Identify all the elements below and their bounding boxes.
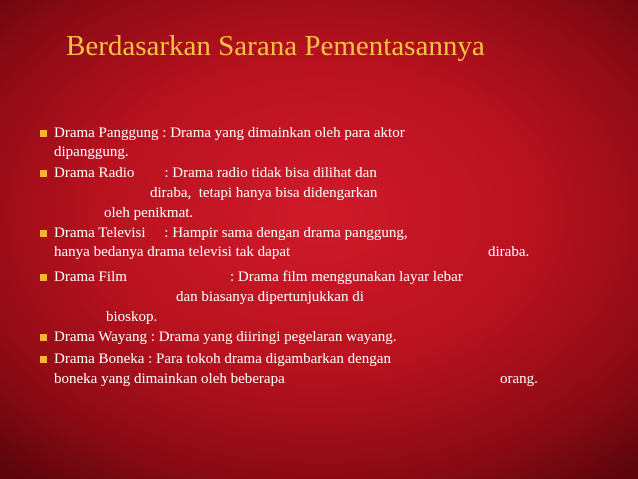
- item-drama-film-line-3: dan biasanya dipertunjukkan di: [176, 289, 364, 305]
- item-drama-televisi-line-1: Drama Televisi : Hampir sama dengan drama panggung,: [54, 225, 408, 241]
- slide-title: Berdasarkan Sarana Pementasannya: [66, 30, 485, 62]
- item-drama-boneka-line-3: orang.: [500, 371, 538, 387]
- item-drama-radio-line-2: diraba, tetapi hanya bisa didengarkan: [150, 185, 378, 201]
- item-drama-boneka-line-2: boneka yang dimainkan oleh beberapa: [54, 371, 285, 387]
- item-drama-radio-line-3: oleh penikmat.: [104, 205, 194, 221]
- square-bullet-icon: [40, 230, 47, 237]
- item-drama-panggung-line-2: dipanggung.: [54, 144, 129, 160]
- item-drama-wayang-line-1: Drama Wayang : Drama yang diiringi pegelaran wayang.: [54, 329, 397, 345]
- square-bullet-icon: [40, 334, 47, 341]
- item-drama-boneka-line-1: Drama Boneka : Para tokoh drama digambarkan dengan: [54, 351, 391, 367]
- item-drama-televisi-line-3: diraba.: [488, 244, 530, 260]
- square-bullet-icon: [40, 356, 47, 363]
- item-drama-film-line-1: Drama Film: [54, 269, 127, 285]
- item-drama-televisi-line-2: hanya bedanya drama televisi tak dapat: [54, 244, 291, 260]
- square-bullet-icon: [40, 170, 47, 177]
- item-drama-film-line-4: bioskop.: [106, 309, 158, 325]
- item-drama-panggung-line-1: Drama Panggung : Drama yang dimainkan oleh para aktor: [54, 125, 405, 141]
- item-drama-film-line-2: : Drama film menggunakan layar lebar: [230, 269, 463, 285]
- square-bullet-icon: [40, 274, 47, 281]
- square-bullet-icon: [40, 130, 47, 137]
- item-drama-radio-line-1: Drama Radio : Drama radio tidak bisa dilihat dan: [54, 165, 377, 181]
